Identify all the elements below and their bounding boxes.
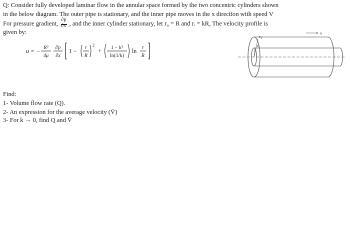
eq-r: r [84, 45, 88, 51]
eq-R2: R [141, 53, 145, 59]
statement-line-1: Q: Consider fully developed laminar flow in the annular space formed by the two concentric cylinders shown [3, 2, 279, 9]
eq-r2: r [141, 45, 145, 51]
pressure-gradient-fraction [61, 19, 67, 29]
find-section [3, 91, 117, 126]
eq-coef-num: R² [43, 45, 49, 51]
pressure-gradient-denominator: ∂x [61, 23, 67, 29]
label-x: x [320, 30, 322, 36]
eq-plus: + [98, 49, 102, 55]
find-heading: Find: [3, 91, 17, 98]
eq-square: 2 [92, 42, 95, 48]
velocity-profile-equation [26, 40, 226, 62]
eq-frac2-num: 1 − k² [110, 45, 124, 51]
eq-frac2-den: ln(1/k) [109, 53, 125, 59]
eq-grad-den: ∂x [55, 53, 61, 59]
label-ri: rᵢ [257, 43, 260, 48]
label-r0: r₀ [259, 34, 263, 39]
eq-lhs: u = − [26, 49, 41, 55]
eq-coef-den: 4μ [43, 53, 49, 59]
eq-R: R [84, 53, 88, 59]
pressure-gradient-prefix: For pressure gradient, [3, 20, 59, 28]
concentric-cylinders-diagram [236, 27, 348, 87]
statement-line-2: in the below diagram. The outer pipe is stationary, and the inner pipe moves in the x direction with speed V [3, 10, 274, 18]
statement-line-4: given by: [3, 29, 27, 37]
find-item-2: 2- An expression for the average velocity (V̄) [3, 108, 118, 116]
pressure-gradient-numerator: ∂p [61, 18, 67, 24]
eq-ln: ln [132, 49, 137, 55]
find-item-3: 3- For k → 0, find Q and V̄ [3, 117, 72, 125]
eq-grad-num: ∂p [55, 45, 61, 51]
find-item-1: 1- Volume flow rate (Q). [3, 99, 66, 107]
pressure-gradient-suffix: , and the inner cylinder stationary, let r₀ = R and rᵢ = kR, The velocity profile is [69, 20, 268, 28]
eq-one-minus: 1 − [69, 49, 77, 55]
